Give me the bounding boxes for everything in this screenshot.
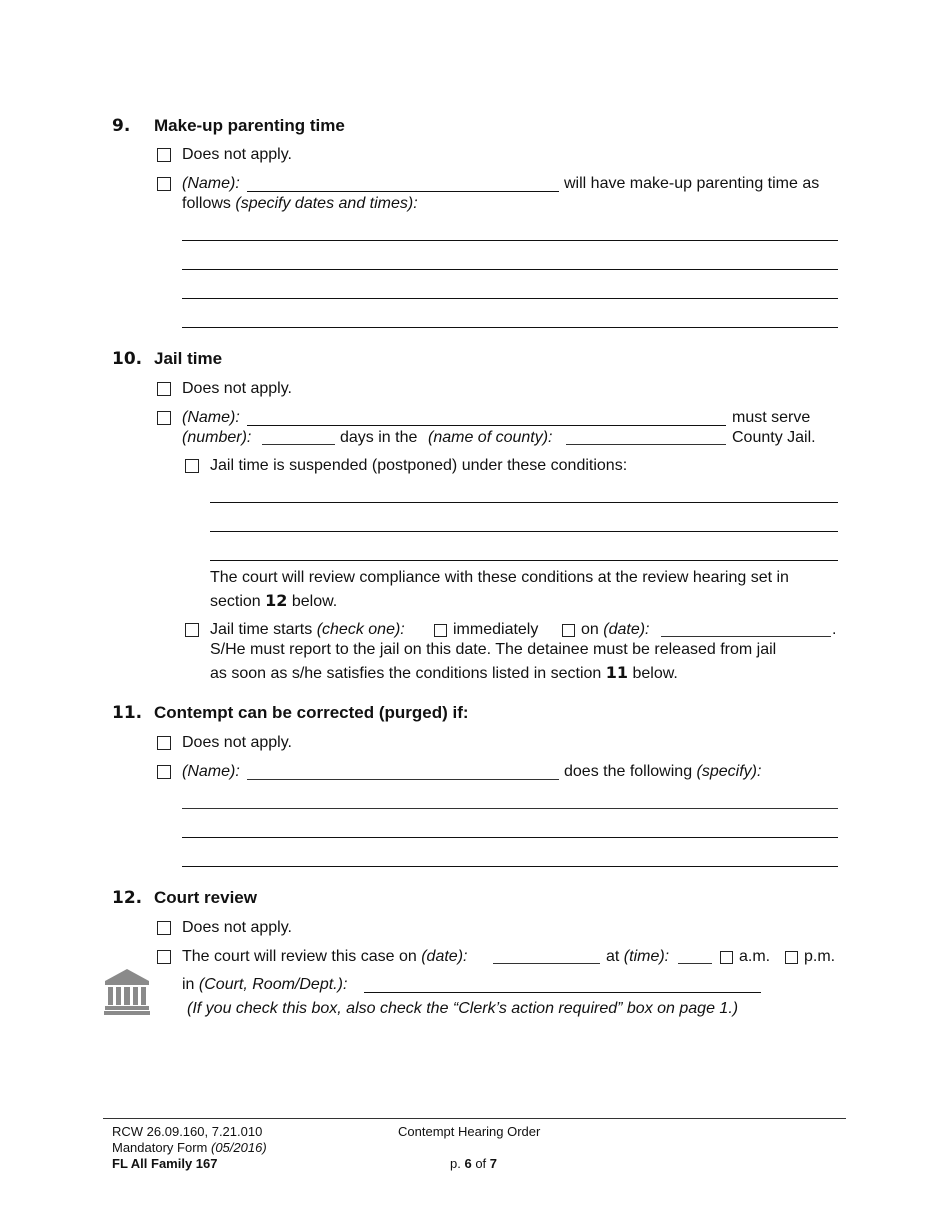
s9-detail-line-2[interactable] [182,269,838,270]
footer-mandatory-line [112,1140,267,1155]
s10-satisfies-line [210,663,678,683]
s10-number-label: (number): [182,429,252,446]
s9-does-not-apply-checkbox[interactable] [157,148,171,162]
s10-name-label-wrap [182,409,240,427]
s9-name-checkbox[interactable] [157,177,171,191]
s9-detail-line-3[interactable] [182,298,838,299]
s12-note: (If you check this box, also check the “Clerk’s action required” box on page 1.) [187,1000,739,1017]
s10-does-not-apply-label: Does not apply. [182,380,292,397]
s10-section-ref: 12 [265,591,288,610]
s9-does-not-apply-label: Does not apply. [182,146,292,163]
s12-does-not-apply-checkbox[interactable] [157,921,171,935]
s9-name-label-wrap [182,175,240,193]
footer-mandatory-date: (05/2016) [211,1140,267,1155]
s12-pm-checkbox[interactable] [785,951,798,964]
section-10-title: Jail time [154,349,223,368]
footer-page-number [450,1156,497,1171]
s12-court-field[interactable] [364,992,761,993]
s12-time-field[interactable] [678,963,712,964]
s9-name-label: (Name): [182,175,240,192]
s12-court-label: (Court, Room/Dept.): [198,976,348,993]
s10-starts-checkbox[interactable] [185,623,199,637]
s11-name-label: (Name): [182,763,240,780]
s10-number-label-wrap [182,429,251,447]
s10-condition-line-1[interactable] [210,502,838,503]
s10-number-field[interactable] [262,444,335,445]
s10-county-label: (name of county): [428,429,553,446]
s11-detail-line-2[interactable] [182,837,838,838]
s12-at-line [606,948,669,966]
footer-page-of: of [475,1156,487,1171]
section-9-title: Make-up parenting time [154,116,345,135]
footer-page-prefix: p. [450,1156,461,1171]
s10-below: below. [291,593,338,610]
s10-on: on [581,621,599,638]
s10-satisfies-text: as soon as s/he satisfies the conditions listed in section [210,665,602,682]
section-11-number: 11. [112,703,143,723]
s10-review-section-line [210,591,337,611]
s9-follows: follows [182,195,231,212]
s12-review-line [182,948,467,966]
s10-name-field[interactable] [247,425,726,426]
s10-review-text: The court will review compliance with these conditions at the review hearing set in [210,569,789,586]
s11-name-label-wrap [182,763,240,781]
courthouse-icon [104,968,150,1016]
s11-does-not-apply-checkbox[interactable] [157,736,171,750]
s10-starts-line [210,621,405,639]
s12-am-checkbox[interactable] [720,951,733,964]
s11-detail-line-3[interactable] [182,866,838,867]
s12-time-label: (time): [623,948,670,965]
s12-at: at [606,948,620,965]
s12-in-line [182,976,347,994]
s12-in: in [182,976,195,993]
s12-date-label: (date): [421,948,468,965]
s10-condition-line-3[interactable] [210,560,838,561]
s11-name-checkbox[interactable] [157,765,171,779]
s10-date-field[interactable] [661,636,831,637]
s10-report-text: S/He must report to the jail on this date. The detainee must be released from jail [210,641,777,658]
s11-specify: (specify): [696,763,762,780]
s10-condition-line-2[interactable] [210,531,838,532]
s12-pm-label: p.m. [804,948,836,965]
s10-does-not-apply-checkbox[interactable] [157,382,171,396]
s10-name-label: (Name): [182,409,240,426]
s10-name-checkbox[interactable] [157,411,171,425]
s11-name-field[interactable] [247,779,559,780]
s10-on-checkbox[interactable] [562,624,575,637]
s12-note-wrap [187,1000,738,1018]
s10-days-in-the: days in the [340,429,418,446]
s11-detail-line-1[interactable] [182,808,838,809]
footer-divider [103,1118,846,1119]
footer-mandatory: Mandatory Form [112,1140,208,1155]
s9-specify: (specify dates and times): [235,195,418,212]
s9-detail-line-1[interactable] [182,240,838,241]
footer-rcw: RCW 26.09.160, 7.21.010 [112,1124,263,1139]
section-12-title: Court review [154,888,257,907]
s9-name-after: will have make-up parenting time as [564,175,820,192]
s10-on-line [581,621,650,639]
s10-immediately-checkbox[interactable] [434,624,447,637]
s10-county-label-wrap [428,429,553,447]
s12-review-checkbox[interactable] [157,950,171,964]
s10-county-field[interactable] [566,444,726,445]
s10-check-one: (check one): [316,621,405,638]
footer-form-id: FL All Family 167 [112,1156,218,1171]
s10-section-word: section [210,593,261,610]
s10-suspended-checkbox[interactable] [185,459,199,473]
s9-name-field[interactable] [247,191,559,192]
s10-starts: Jail time starts [210,621,313,638]
s10-immediately-label: immediately [453,621,539,638]
s10-county-jail: County Jail. [732,429,816,446]
footer-form-title: Contempt Hearing Order [398,1124,541,1139]
s10-period: . [832,621,837,638]
s10-date-label: (date): [603,621,650,638]
s12-does-not-apply-label: Does not apply. [182,919,292,936]
s11-does-not-apply-label: Does not apply. [182,734,292,751]
s12-date-field[interactable] [493,963,600,964]
s10-below2: below. [632,665,678,682]
footer-page-num: 6 [464,1156,472,1171]
s11-does-following: does the following [564,763,693,780]
s12-am-label: a.m. [739,948,771,965]
s12-review-text: The court will review this case on [182,948,417,965]
footer-page-total: 7 [489,1156,498,1171]
s11-does-following-line [564,763,761,781]
section-11-title: Contempt can be corrected (purged) if: [154,703,469,722]
section-12-number: 12. [112,888,143,908]
section-10-number: 10. [112,349,143,369]
s9-follows-line [182,195,418,213]
s10-suspended-label: Jail time is suspended (postponed) under these conditions: [210,457,628,474]
section-9-number: 9. [112,116,131,136]
s10-must-serve: must serve [732,409,811,426]
s9-detail-line-4[interactable] [182,327,838,328]
s10-section-ref2: 11 [605,663,629,682]
